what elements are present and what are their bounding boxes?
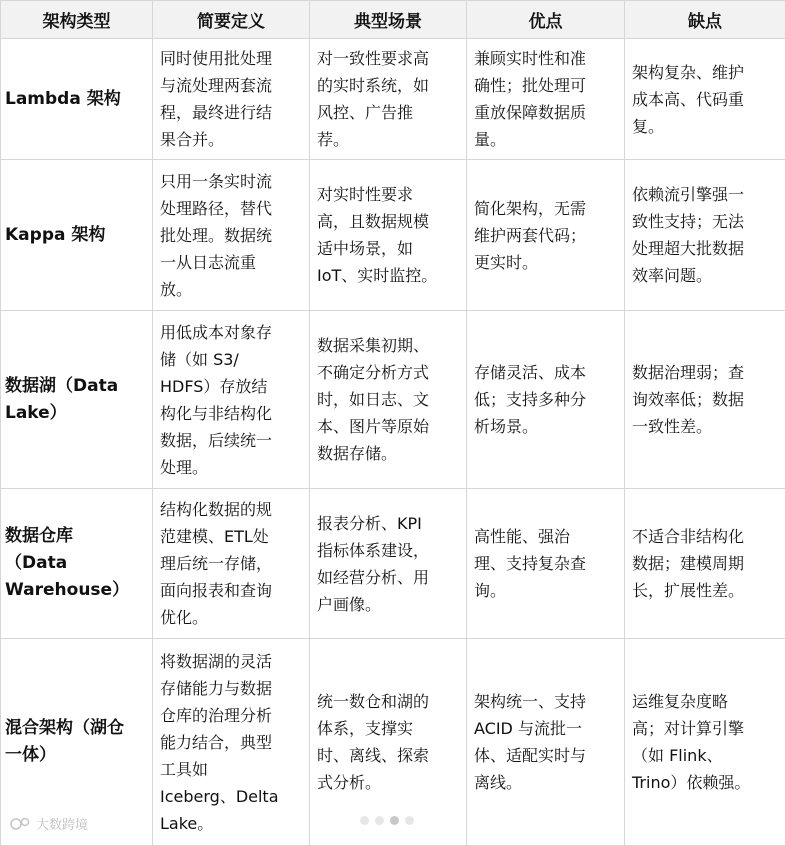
cell-text: 数据仓库 （Data Warehouse） bbox=[5, 523, 148, 604]
pager-dot[interactable] bbox=[405, 816, 414, 825]
pager-dots bbox=[360, 816, 414, 825]
row-definition bbox=[153, 311, 310, 489]
cell-text: 高性能、强治 理、支持复杂查 询。 bbox=[474, 523, 617, 604]
row-pros bbox=[467, 489, 625, 639]
header-definition: 简要定义 bbox=[153, 1, 310, 39]
table-row bbox=[1, 311, 785, 489]
cell-text: 存储灵活、成本 低；支持多种分 析场景。 bbox=[474, 359, 617, 440]
row-definition bbox=[153, 160, 310, 311]
row-scenario bbox=[310, 160, 467, 311]
row-scenario bbox=[310, 489, 467, 639]
pager-dot[interactable] bbox=[375, 816, 384, 825]
row-cons bbox=[625, 639, 785, 846]
row-pros bbox=[467, 39, 625, 160]
table-row bbox=[1, 160, 785, 311]
cell-text: 不适合非结构化 数据；建模周期 长，扩展性差。 bbox=[632, 523, 778, 604]
pager-dot-active[interactable] bbox=[390, 816, 399, 825]
row-scenario bbox=[310, 39, 467, 160]
cell-text: 对实时性要求 高，且数据规模 适中场景，如 IoT、实时监控。 bbox=[317, 181, 459, 289]
cell-text: 架构统一、支持 ACID 与流批一 体、适配实时与 离线。 bbox=[474, 688, 617, 796]
cell-text: Kappa 架构 bbox=[5, 222, 148, 249]
header-cons: 缺点 bbox=[625, 1, 785, 39]
header-scenario: 典型场景 bbox=[310, 1, 467, 39]
cell-text: 运维复杂度略 高；对计算引擎 （如 Flink、 Trino）依赖强。 bbox=[632, 688, 778, 796]
cell-text: 架构复杂、维护 成本高、代码重 复。 bbox=[632, 59, 778, 140]
table-row bbox=[1, 639, 785, 846]
row-definition bbox=[153, 489, 310, 639]
row-cons bbox=[625, 489, 785, 639]
cell-text: 对一致性要求高 的实时系统，如 风控、广告推 荐。 bbox=[317, 45, 459, 153]
row-pros bbox=[467, 160, 625, 311]
header-type: 架构类型 bbox=[1, 1, 153, 39]
table-row bbox=[1, 39, 785, 160]
header-pros: 优点 bbox=[467, 1, 625, 39]
row-definition bbox=[153, 639, 310, 846]
row-type bbox=[1, 160, 153, 311]
row-pros bbox=[467, 639, 625, 846]
row-type bbox=[1, 489, 153, 639]
row-scenario bbox=[310, 311, 467, 489]
cell-text: 数据治理弱；查 询效率低；数据 一致性差。 bbox=[632, 359, 778, 440]
cell-text: 只用一条实时流 处理路径，替代 批处理。数据统 一从日志流重 放。 bbox=[160, 168, 302, 303]
row-cons bbox=[625, 39, 785, 160]
row-type bbox=[1, 39, 153, 160]
cell-text: 数据采集初期、 不确定分析方式 时，如日志、文 本、图片等原始 数据存储。 bbox=[317, 332, 459, 467]
row-cons bbox=[625, 160, 785, 311]
cell-text: 数据湖（Data Lake） bbox=[5, 373, 148, 427]
cell-text: 将数据湖的灵活 存储能力与数据 仓库的治理分析 能力结合，典型 工具如 Iceberg、Delta Lake。 bbox=[160, 648, 302, 837]
watermark-text: 大数跨境 bbox=[36, 814, 88, 833]
cell-text: 简化架构，无需 维护两套代码； 更实时。 bbox=[474, 195, 617, 276]
cell-text: 用低成本对象存 储（如 S3/ HDFS）存放结 构化与非结构化 数据，后续统一 处理。 bbox=[160, 319, 302, 481]
cell-text: 同时使用批处理 与流处理两套流 程，最终进行结 果合并。 bbox=[160, 45, 302, 153]
camera-logo-icon bbox=[10, 817, 32, 831]
row-scenario bbox=[310, 639, 467, 846]
row-definition bbox=[153, 39, 310, 160]
cell-text: 兼顾实时性和准 确性；批处理可 重放保障数据质 量。 bbox=[474, 45, 617, 153]
cell-text: 依赖流引擎强一 致性支持；无法 处理超大批数据 效率问题。 bbox=[632, 181, 778, 289]
watermark bbox=[10, 814, 88, 833]
table-header-row bbox=[1, 1, 785, 39]
cell-text: 报表分析、KPI 指标体系建设， 如经营分析、用 户画像。 bbox=[317, 510, 459, 618]
cell-text: 统一数仓和湖的 体系，支撑实 时、离线、探索 式分析。 bbox=[317, 688, 459, 796]
pager-dot[interactable] bbox=[360, 816, 369, 825]
cell-text: 结构化数据的规 范建模、ETL处 理后统一存储， 面向报表和查询 优化。 bbox=[160, 496, 302, 631]
row-cons bbox=[625, 311, 785, 489]
table-row bbox=[1, 489, 785, 639]
row-pros bbox=[467, 311, 625, 489]
cell-text: Lambda 架构 bbox=[5, 86, 148, 113]
row-type bbox=[1, 311, 153, 489]
cell-text: 混合架构（湖仓 一体） bbox=[5, 715, 148, 769]
